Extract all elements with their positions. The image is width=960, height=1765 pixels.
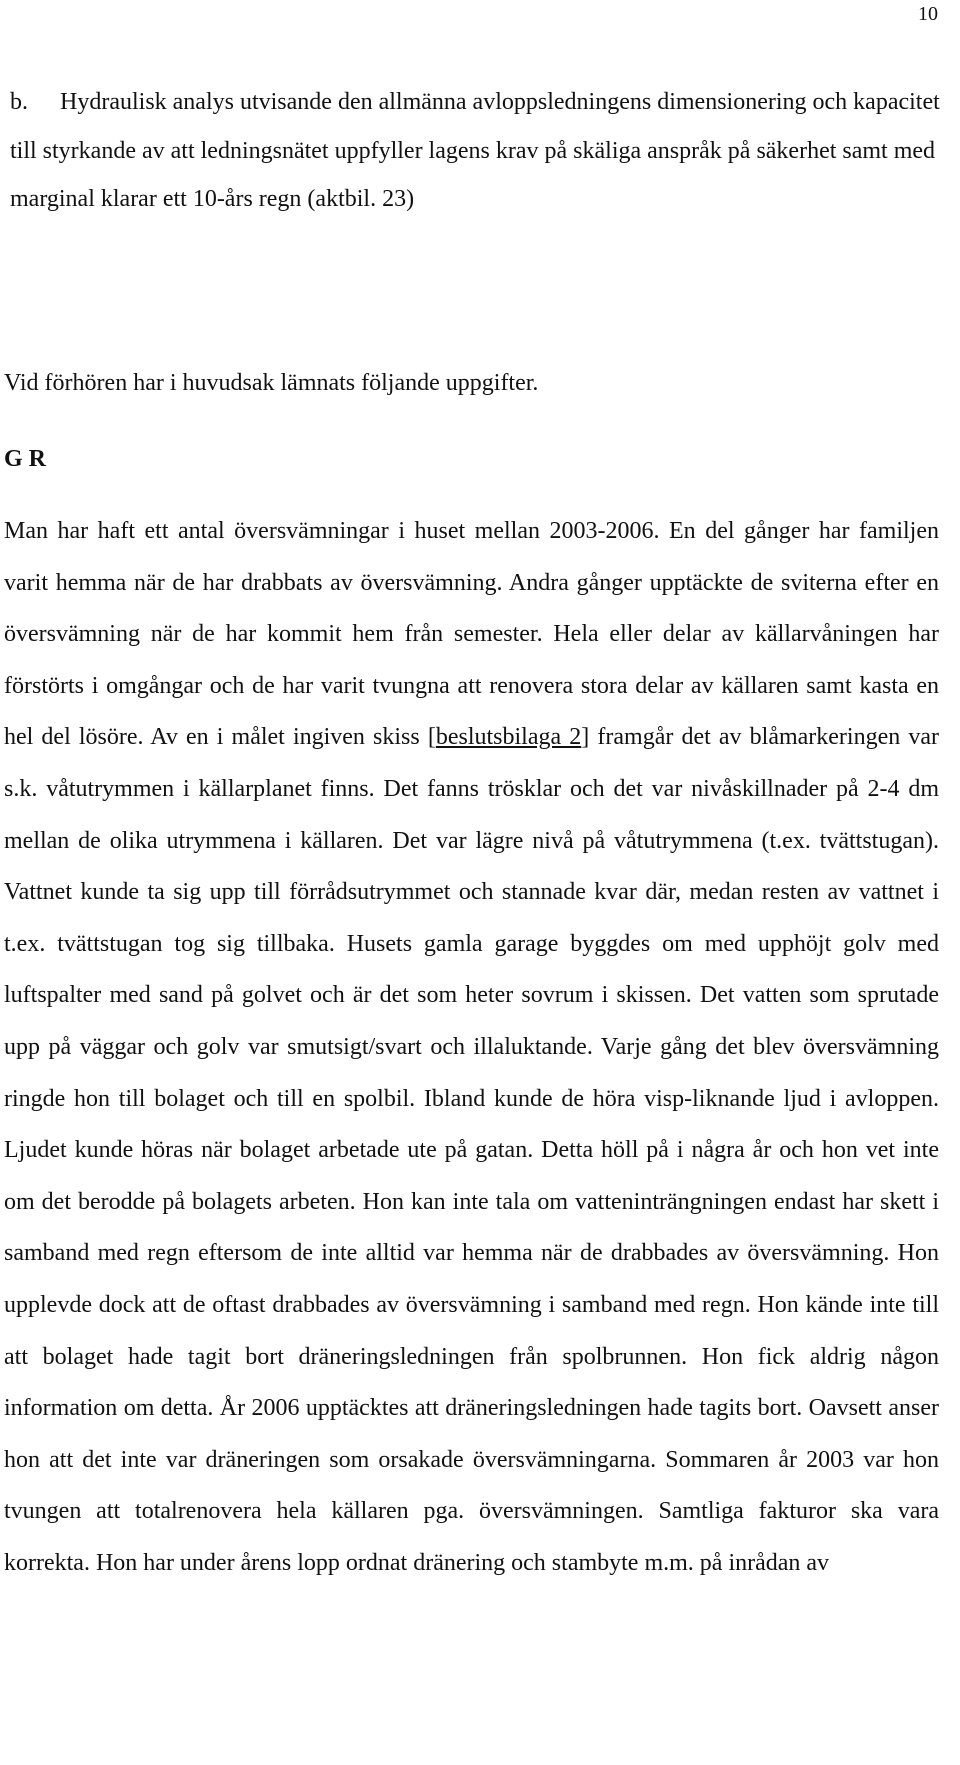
body-text-part-1: Man har haft ett antal översvämningar i huset mellan 2003-2006. En del gånger har familjen varit hemma när de har drabbats av översvämning. Andra gånger upptäckte de sviterna efter en översvämning när de har kommit hem från semester. Hela eller delar av källarvåningen har förstörts i omgångar och de har varit tvungna att renovera stora delar av källaren samt kasta en hel del lösöre. Av en i målet ingiven skiss [ <box>4 518 939 751</box>
list-item-b <box>10 78 945 224</box>
list-marker: b. <box>10 89 28 115</box>
body-text-part-2: ] framgår det av blåmarkeringen var s.k. våtutrymmen i källarplanet finns. Det fanns trösklar och det var nivåskillnader på 2-4 dm mellan de olika utrymmena i källaren. Det var lägre nivå på våtutrymmena (t.ex. tvättstugan). Vattnet kunde ta sig upp till förrådsutrymmet och stannade kvar där, medan resten av vattnet i t.ex. tvättstugan tog sig tillbaka. Husets gamla garage byggdes om med upphöjt golv med luftspalter med sand på golvet och är det som heter sovrum i skissen. Det vatten som sprutade upp på väggar och golv var smutsigt/svart och illaluktande. Varje gång det blev översvämning ringde hon till bolaget och till en spolbil. Ibland kunde de höra visp-liknande ljud i avloppen. Ljudet kunde höras när bolaget arbetade ute på gatan. Detta höll på i några år och hon vet inte om det berodde på bolagets arbeten. Hon kan inte tala om vatteninträngningen endast har skett i samband med regn eftersom de inte alltid var hemma när de drabbades av översvämning. Hon upplevde dock att de oftast drabbades av översvämning i samband med regn. Hon kände inte till att bolaget hade tagit bort dräneringsledningen från spolbrunnen. Hon fick aldrig någon information om detta. År 2006 upptäcktes att dräneringsledningen hade tagits bort. Oavsett anser hon att det inte var dräneringen som orsakade översvämningarna. Sommaren år 2003 var hon tvungen att totalrenovera hela källaren pga. översvämningen. Samtliga fakturor ska vara korrekta. Hon har under årens lopp ordnat dränering och stambyte m.m. på inrådan av <box>4 724 940 1576</box>
list-item-text: Hydraulisk analys utvisande den allmänna avloppsledningens dimensionering och kapacitet till styrkande av att ledningsnätet uppfyller lagens krav på skäliga anspråk på säkerhet samt med marginal klarar ett 10-års regn (aktbil. 23) <box>10 89 940 212</box>
body-paragraph <box>4 506 939 1589</box>
page-number: 10 <box>918 3 938 25</box>
section-heading: G R <box>4 446 46 472</box>
attachment-reference-link[interactable]: beslutsbilaga 2 <box>435 724 582 751</box>
intro-paragraph: Vid förhören har i huvudsak lämnats följande uppgifter. <box>4 370 539 396</box>
